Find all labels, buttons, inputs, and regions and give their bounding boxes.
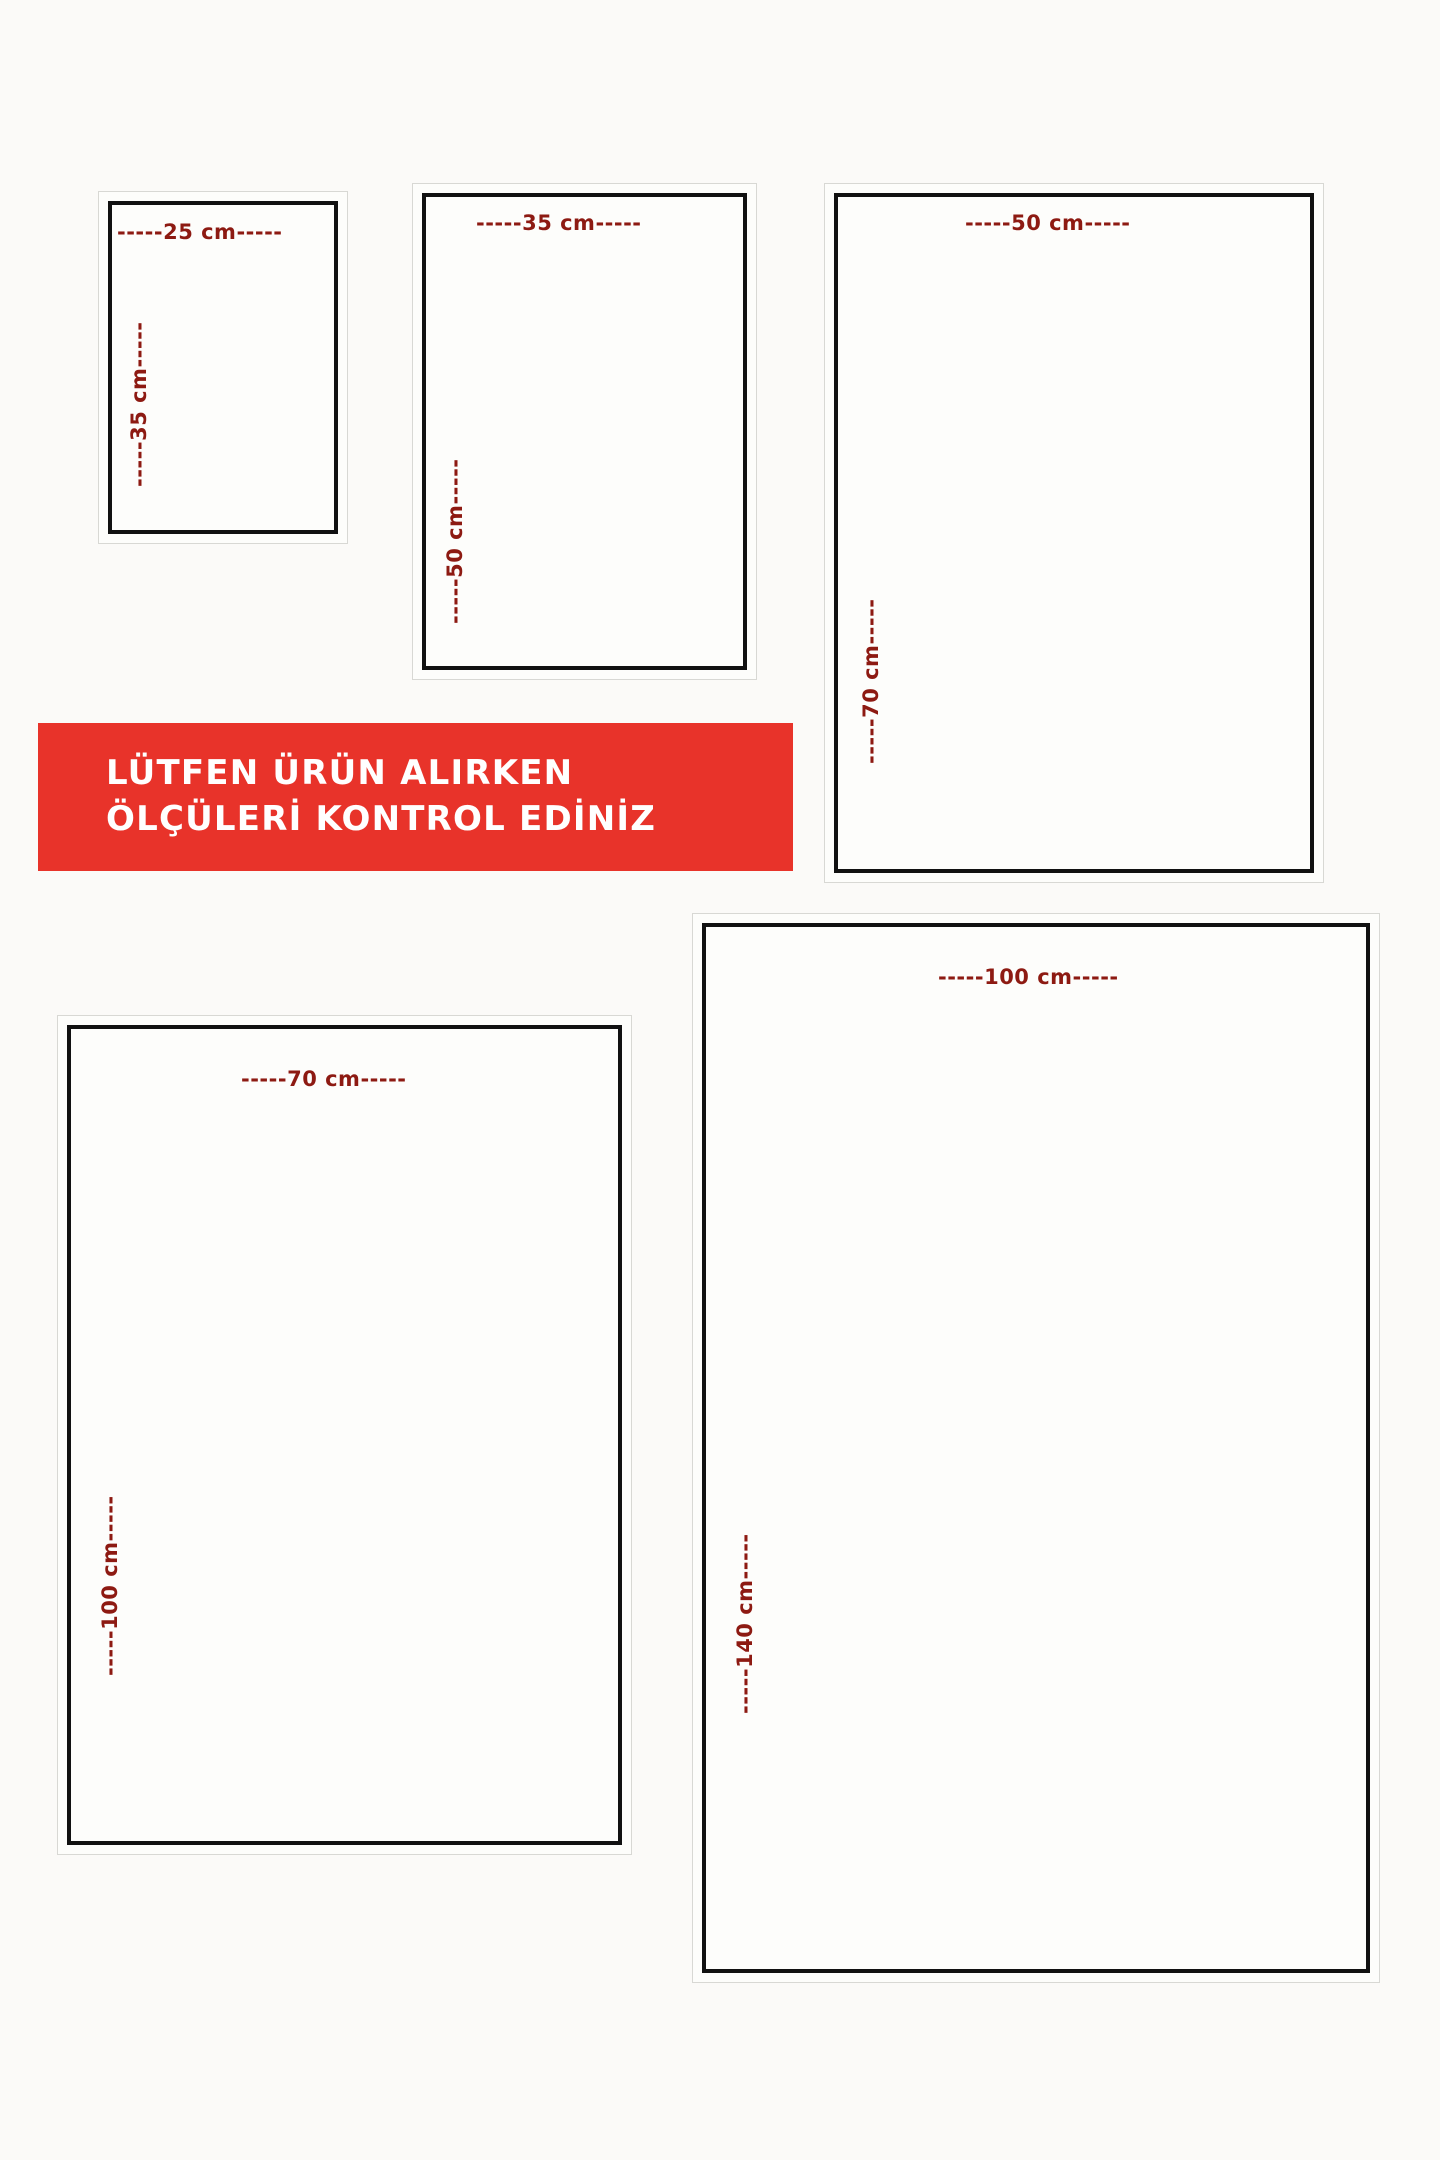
dim-width-35cm: -----35 cm----- xyxy=(476,211,642,235)
dim-height-70cm: -----70 cm----- xyxy=(859,598,883,764)
warning-banner-line-1: LÜTFEN ÜRÜN ALIRKEN xyxy=(106,753,574,794)
frame-inner-50x70 xyxy=(834,193,1314,873)
frame-35x50 xyxy=(412,183,757,680)
dim-height-100cm: -----100 cm----- xyxy=(98,1495,122,1676)
dim-width-50cm: -----50 cm----- xyxy=(965,211,1131,235)
frame-25x35 xyxy=(98,191,348,544)
warning-banner-line-2: ÖLÇÜLERİ KONTROL EDİNİZ xyxy=(106,799,657,839)
dim-width-70cm: -----70 cm----- xyxy=(241,1067,407,1091)
frame-50x70 xyxy=(824,183,1324,883)
dim-height-50cm: -----50 cm----- xyxy=(443,458,467,624)
dim-height-140cm: -----140 cm----- xyxy=(733,1533,757,1714)
frame-inner-70x100 xyxy=(67,1025,622,1845)
frame-inner-100x140 xyxy=(702,923,1370,1973)
frame-inner-35x50 xyxy=(422,193,747,670)
frame-70x100 xyxy=(57,1015,632,1855)
dim-height-35cm: -----35 cm----- xyxy=(127,321,151,487)
dim-width-25cm: -----25 cm----- xyxy=(117,220,283,244)
dim-width-100cm: -----100 cm----- xyxy=(938,965,1119,989)
frame-100x140 xyxy=(692,913,1380,1983)
warning-banner xyxy=(38,723,793,871)
